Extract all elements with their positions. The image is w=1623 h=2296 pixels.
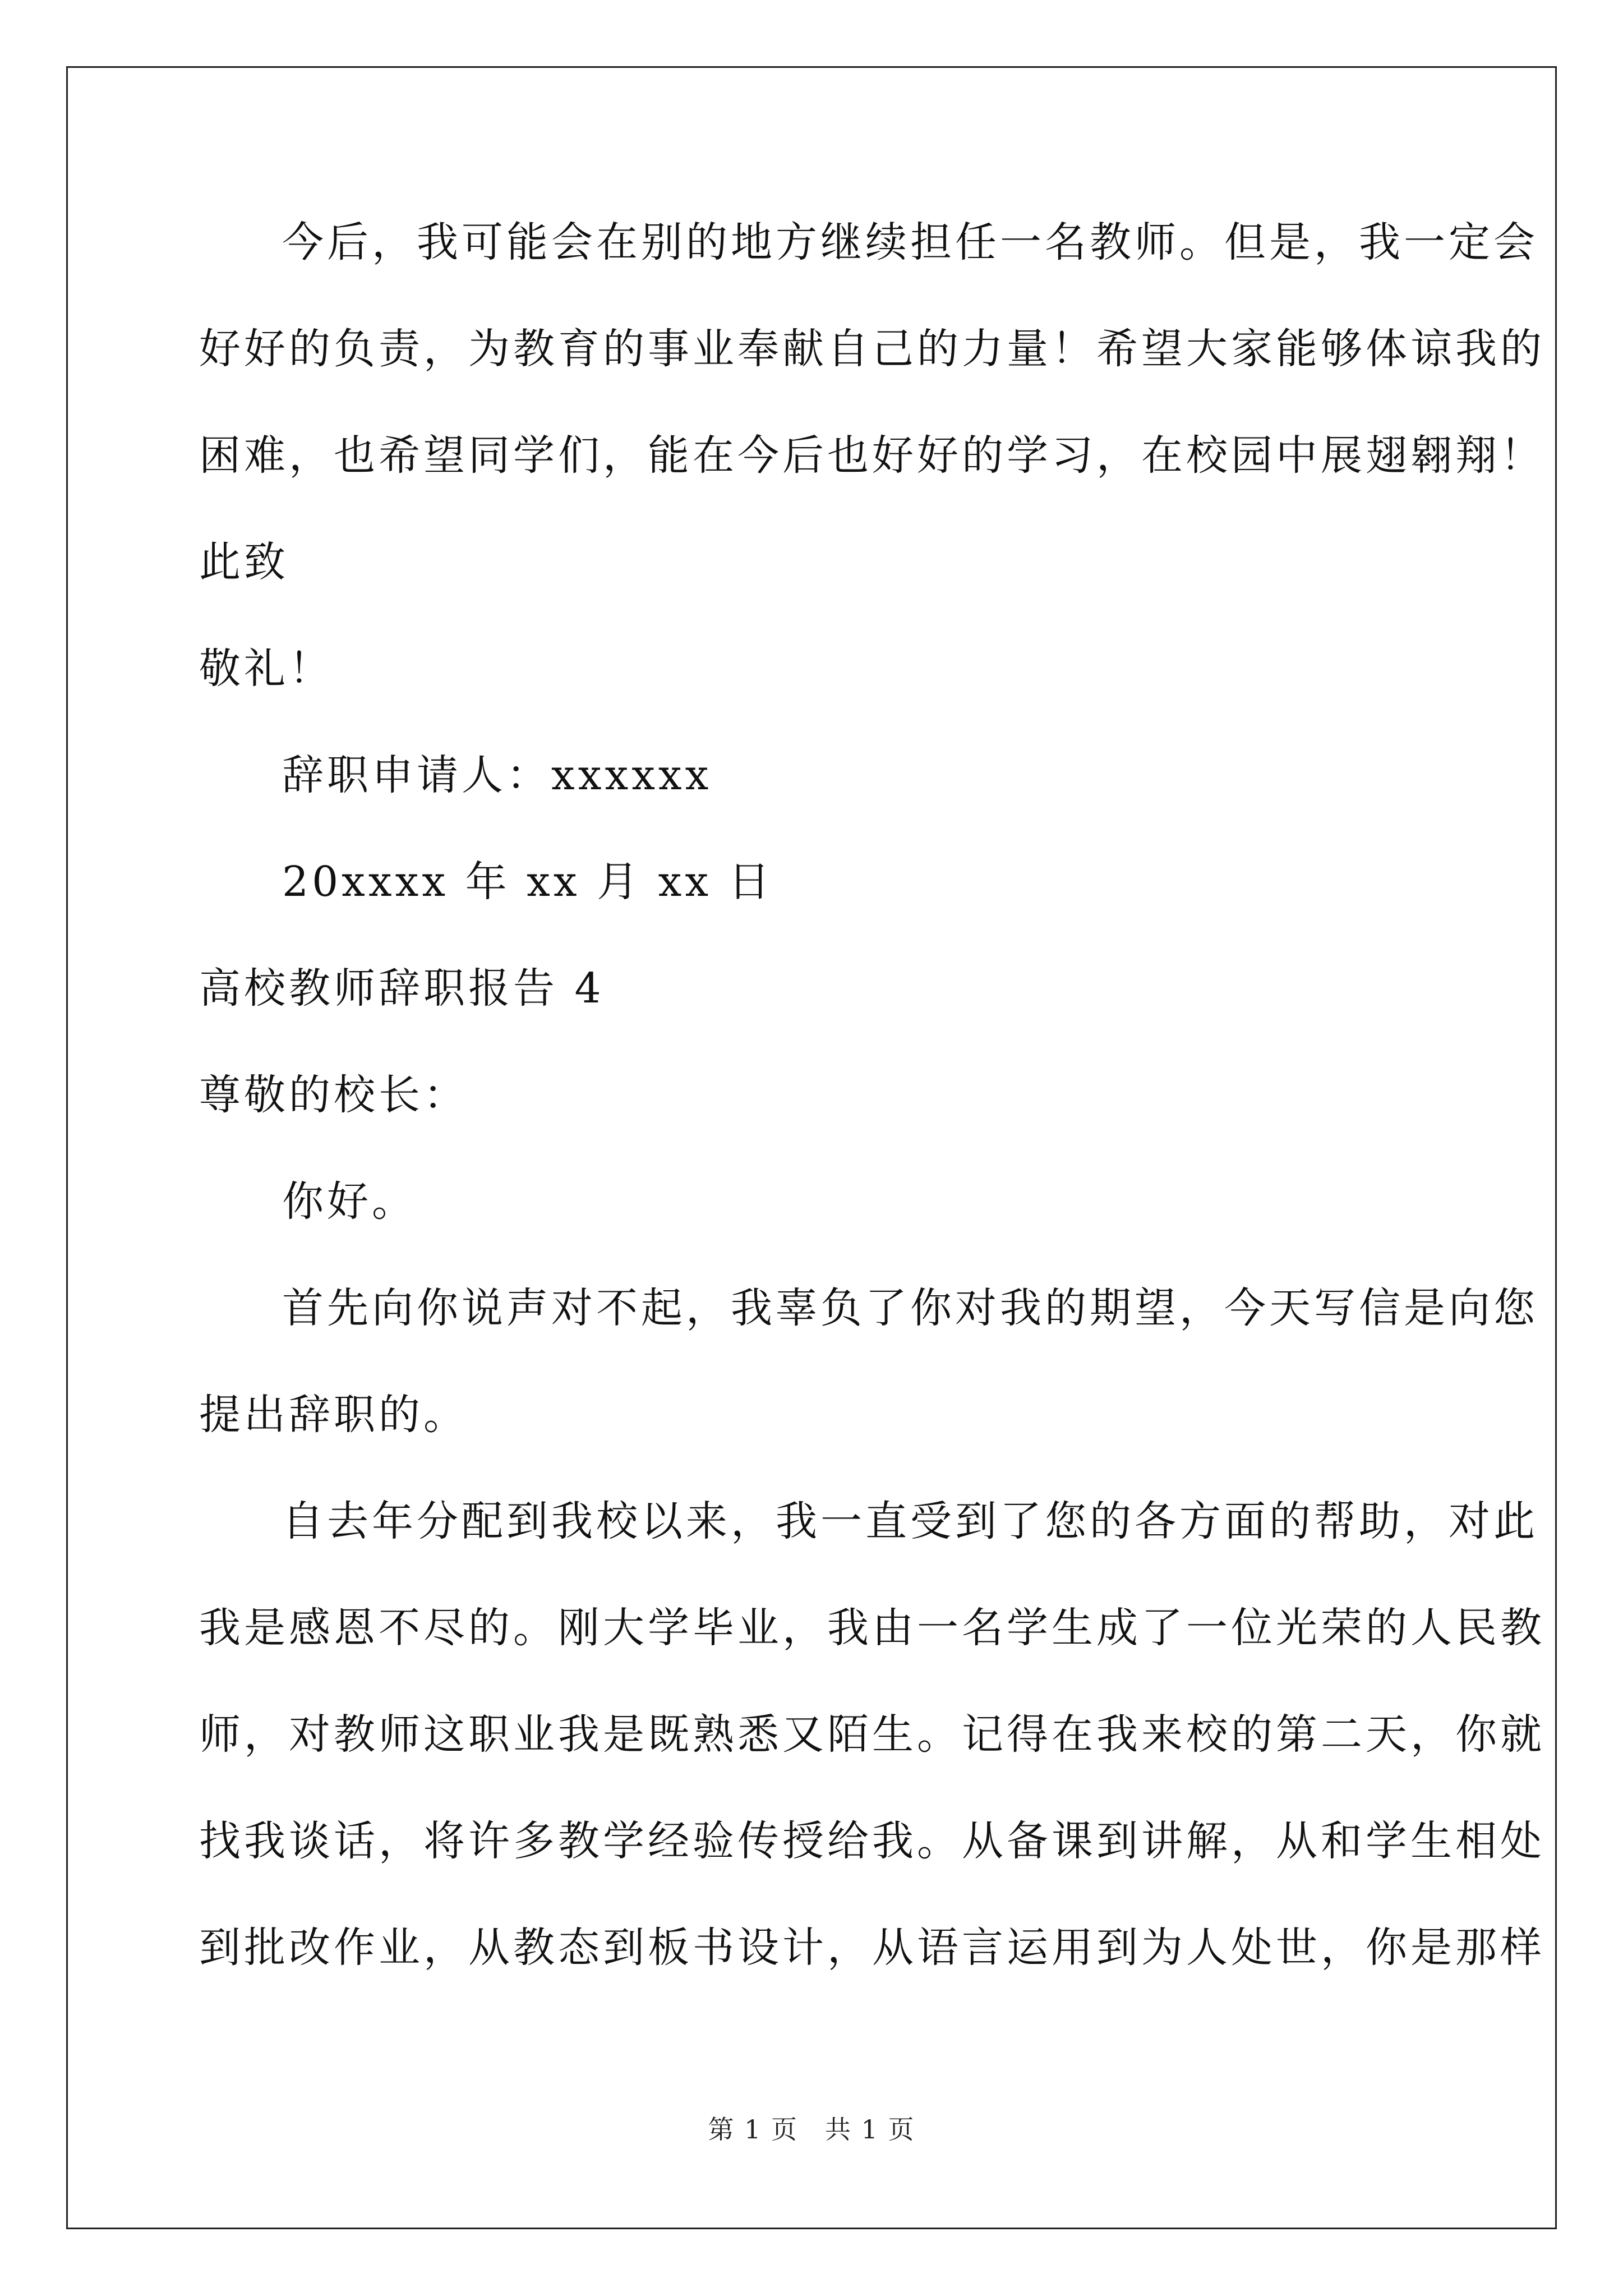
text-line: 首先向你说声对不起，我辜负了你对我的期望，今天写信是向您 [282,1284,1538,1332]
salutation-ci-zhi [199,536,1427,589]
text-line: 提出辞职的。 [199,1391,468,1439]
text-line: 师，对教师这职业我是既熟悉又陌生。记得在我来校的第二天，你就 [199,1710,1545,1759]
page-footer: 第 1 页 共 1 页 [708,2114,915,2145]
text-line: 我是感恩不尽的。刚大学毕业，我由一名学生成了一位光荣的人民教 [199,1604,1545,1652]
paragraph-closing-statement [199,216,1545,482]
text-line: 20xxxx 年 xx 月 xx 日 [282,858,773,906]
text-line: 此致 [199,538,289,586]
signature-date [199,855,1427,909]
text-line: 自去年分配到我校以来，我一直受到了您的各方面的帮助，对此 [282,1497,1538,1545]
section-heading [199,962,1427,1015]
document-body [199,216,1545,2028]
paragraph-apology [199,1282,1538,1442]
text-line: 敬礼！ [199,645,334,693]
text-line: 辞职申请人：xxxxxx [282,751,712,799]
text-line: 好好的负责，为教育的事业奉献自己的力量！希望大家能够体谅我的 [199,325,1545,373]
text-line: 高校教师辞职报告 4 [199,964,605,1013]
text-line: 困难，也希望同学们，能在今后也好好的学习，在校园中展翅翱翔！ [199,431,1545,480]
paragraph-gratitude [199,1495,1545,1975]
text-line: 今后，我可能会在别的地方继续担任一名教师。但是，我一定会 [282,218,1538,266]
signature-applicant [199,749,1427,802]
text-line: 找我谈话，将许多教学经验传授给我。从备课到讲解，从和学生相处 [199,1817,1545,1865]
text-line: 到批改作业，从教态到板书设计，从语言运用到为人处世，你是那样 [199,1924,1545,1972]
salutation-jing-li [199,642,1427,696]
letter-hello [199,1175,1427,1228]
text-line: 你好。 [282,1177,417,1226]
text-line: 尊敬的校长： [199,1071,468,1119]
letter-greeting [199,1069,1427,1122]
